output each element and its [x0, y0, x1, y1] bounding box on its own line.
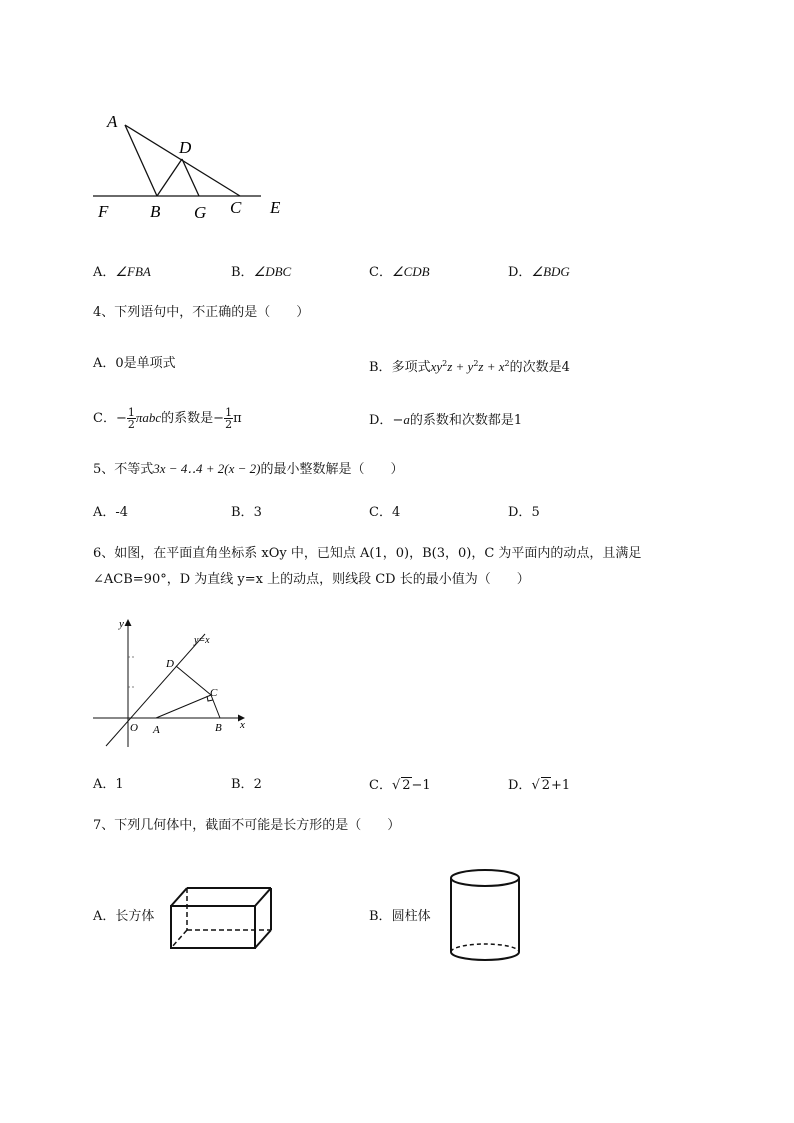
cuboid-figure — [165, 883, 277, 955]
fig-label-y: y — [119, 618, 124, 630]
q6-stem-line2: ∠ACB=90°，D 为直线 y=x 上的动点，则线段 CD 长的最小值为（ ） — [93, 572, 530, 587]
sqrt-sign: √ — [531, 778, 540, 793]
q3-option-d[interactable]: D．∠BDG — [508, 264, 570, 280]
q3-option-a[interactable]: A．∠FBA — [93, 264, 151, 280]
fig-label-c: C — [210, 687, 218, 699]
q3-option-b[interactable]: B．∠DBC — [231, 264, 292, 280]
label-g: G — [194, 203, 207, 222]
q5-option-c[interactable]: C．4 — [369, 505, 401, 520]
label-c: C — [230, 198, 242, 217]
q4-option-c[interactable]: C．− $\frac{1}{2}$ πabc的系数是− $\frac{1}{2}$ π — [93, 406, 242, 431]
label-e: E — [270, 198, 281, 217]
q5-option-d[interactable]: D．5 — [508, 505, 540, 520]
fig-label-d: D — [166, 658, 174, 670]
fig-label-b: B — [215, 722, 222, 734]
q5-option-a[interactable]: A．-4 — [93, 505, 129, 520]
triangle-figure — [85, 105, 295, 230]
q4-stem: 4、下列语句中，不正确的是（ ） — [93, 305, 310, 320]
fraction-one-half-2: $\frac{1}{2}$ — [225, 406, 233, 431]
q6-stem-line1: 6、如图，在平面直角坐标系 xOy 中，已知点 A(1，0)，B(3，0)，C 为平面内的动点，且满足 — [93, 546, 642, 561]
q4-option-b[interactable]: B．多项式$xy^2z + y^2z + x^2$的次数是4 — [369, 359, 570, 375]
coordinate-figure — [88, 612, 253, 752]
label-b: B — [150, 202, 161, 221]
fig-label-a: A — [153, 724, 160, 736]
q6-option-a[interactable]: A．1 — [93, 777, 124, 792]
q3-option-c[interactable]: C．∠CDB — [369, 264, 430, 280]
q5-option-b[interactable]: B．3 — [231, 505, 262, 520]
fig-label-x: x — [240, 719, 245, 731]
q6-option-c[interactable]: C．√ 2−1 — [369, 778, 431, 793]
fig-label-yx: y=x — [194, 635, 210, 646]
q7-option-b[interactable]: B．圆柱体 — [369, 909, 431, 924]
q5-stem: 5、不等式3x − 4‥4 + 2(x − 2)的最小整数解是（ ） — [93, 461, 404, 477]
q4-option-d[interactable]: D．−a的系数和次数都是1 — [369, 412, 523, 428]
q6-option-b[interactable]: B．2 — [231, 777, 262, 792]
label-d: D — [179, 138, 192, 157]
cylinder-figure — [444, 866, 528, 968]
q7-stem: 7、下列几何体中，截面不可能是长方形的是（ ） — [93, 818, 401, 833]
q6-option-d[interactable]: D．√ 2+1 — [508, 778, 571, 793]
fraction-one-half: $\frac{1}{2}$ — [127, 406, 135, 431]
fig-label-o: O — [130, 722, 138, 734]
sqrt-sign: √ — [391, 778, 401, 793]
label-f: F — [98, 202, 109, 221]
q7-option-a[interactable]: A．长方体 — [93, 909, 155, 924]
q4-option-a[interactable]: A．0是单项式 — [93, 356, 176, 371]
label-a: A — [107, 112, 118, 131]
